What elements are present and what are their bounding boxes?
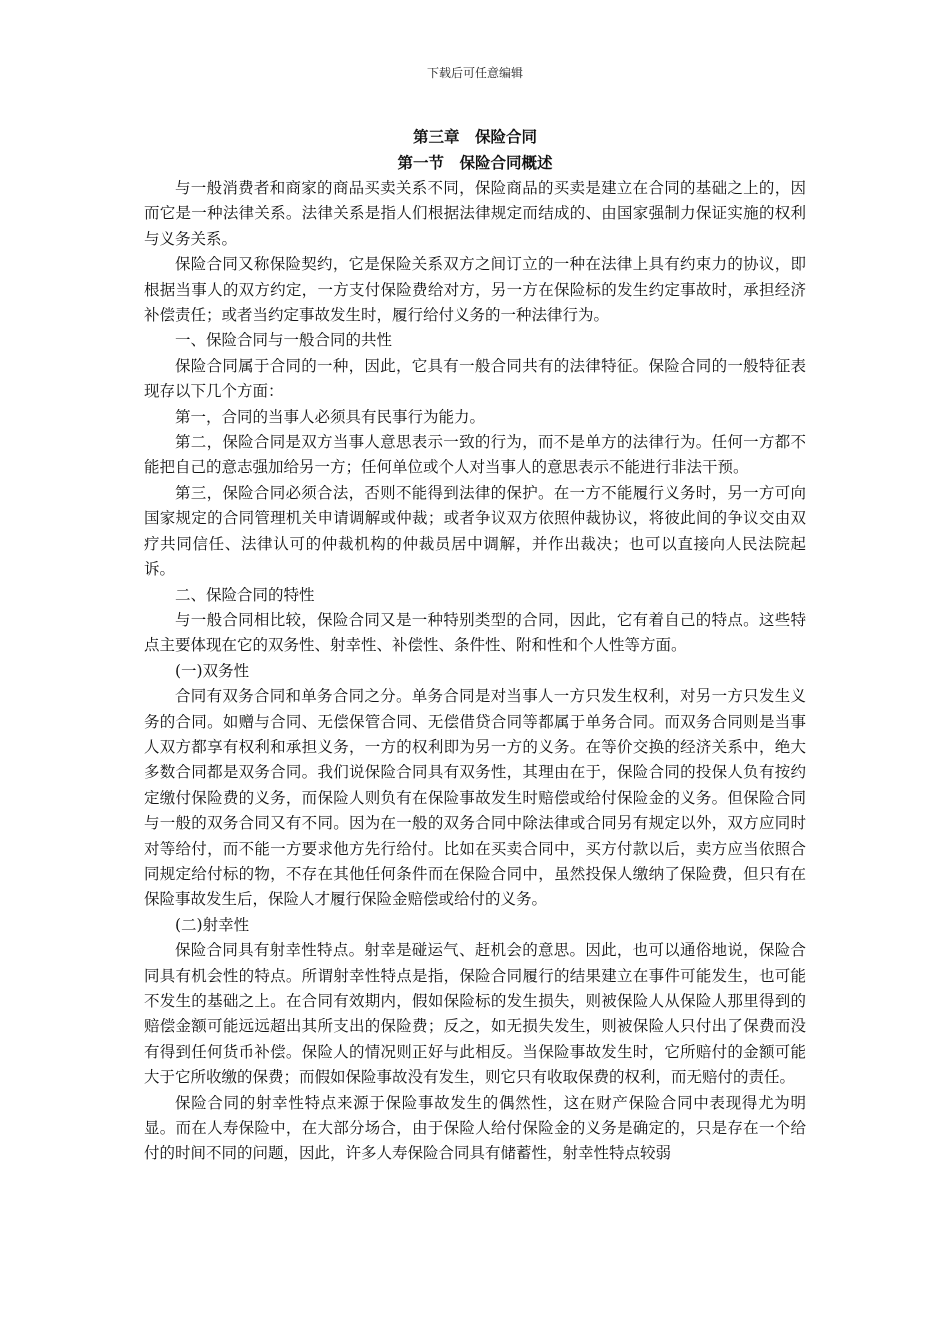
document-body — [144, 124, 806, 1167]
subheading: (一)双务性 — [175, 661, 250, 680]
paragraph: 保险合同属于合同的一种，因此，它具有一般合同共有的法律特征。保险合同的一般特征表现存以下几个方面： — [144, 356, 806, 401]
paragraph: 保险合同具有射幸性特点。射幸是碰运气、赶机会的意思。因此，也可以通俗地说，保险合同具有机会性的特点。所谓射幸性特点是指，保险合同履行的结果建立在事件可能发生，也可能不发生的基础之上。在合同有效期内，假如保险标的发生损失，则被保险人从保险人那里得到的赔偿金额可能远远超出其所支出的保险费；反之，如无损失发生，则被保险人只付出了保费而没有得到任何货币补偿。保险人的情况则正好与此相反。当保险事故发生时，它所赔付的金额可能大于它所收缴的保费；而假如保险事故没有发生，则它只有收取保费的权利，而无赔付的责任。 — [144, 941, 806, 1087]
header-note: 下载后可任意编辑 — [426, 66, 523, 80]
section-title: 第一节 保险合同概述 — [397, 153, 553, 172]
paragraph: 保险合同的射幸性特点来源于保险事故发生的偶然性，这在财产保险合同中表现得尤为明显。而在人寿保险中，在大部分场合，由于保险人给付保险金的义务是确定的，只是存在一个给付的时间不同的问题，因此，许多人寿保险合同具有储蓄性，射幸性特点较弱 — [144, 1093, 806, 1163]
subheading: 一、保险合同与一般合同的共性 — [175, 331, 393, 350]
paragraph: 第三，保险合同必须合法，否则不能得到法律的保护。在一方不能履行义务时，另一方可向国家规定的合同管理机关申请调解或仲裁；或者争议双方依照仲裁协议，将彼此间的争议交由双疗共同信任、法律认可的仲裁机构的仲裁员居中调解，并作出裁决；也可以直接向人民法院起诉。 — [144, 483, 806, 579]
subheading: 二、保险合同的特性 — [175, 585, 315, 604]
paragraph: 第一，合同的当事人必须具有民事行为能力。 — [175, 407, 486, 426]
subheading: (二)射幸性 — [175, 915, 250, 934]
paragraph: 合同有双务合同和单务合同之分。单务合同是对当事人一方只发生权利，对另一方只发生义务的合同。如赠与合同、无偿保管合同、无偿借贷合同等都属于单务合同。而双务合同则是当事人双方都享有权利和承担义务，一方的权利即为另一方的义务。在等价交换的经济关系中，绝大多数合同都是双务合同。我们说保险合同具有双务性，其理由在于，保险合同的投保人负有按约定缴付保险费的义务，而保险人则负有在保险事故发生时赔偿或给付保险金的义务。但保险合同与一般的双务合同又有不同。因为在一般的双务合同中除法律或合同另有规定以外，双方应同时对等给付，而不能一方要求他方先行给付。比如在买卖合同中，买方付款以后，卖方应当依照合同规定给付标的物，不存在其他任何条件而在保险合同中，虽然投保人缴纳了保险费，但只有在保险事故发生后，保险人才履行保险金赔偿或给付的义务。 — [144, 687, 806, 909]
chapter-title: 第三章 保险合同 — [412, 127, 537, 146]
paragraph: 与一般合同相比较，保险合同又是一种特别类型的合同，因此，它有着自己的特点。这些特点主要体现在它的双务性、射幸性、补偿性、条件性、附和性和个人性等方面。 — [144, 610, 806, 655]
paragraph: 保险合同又称保险契约，它是保险关系双方之间订立的一种在法律上具有约束力的协议，即根据当事人的双方约定，一方支付保险费给对方，另一方在保险标的发生约定事故时，承担经济补偿责任；或者当约定事故发生时，履行给付义务的一种法律行为。 — [144, 255, 806, 325]
paragraph: 与一般消费者和商家的商品买卖关系不同，保险商品的买卖是建立在合同的基础之上的，因而它是一种法律关系。法律关系是指人们根据法律规定而结成的、由国家强制力保证实施的权利与义务关系。 — [144, 179, 806, 248]
paragraph: 第二，保险合同是双方当事人意思表示一致的行为，而不是单方的法律行为。任何一方都不能把自己的意志强加给另一方；任何单位或个人对当事人的意思表示不能进行非法干预。 — [144, 433, 806, 477]
